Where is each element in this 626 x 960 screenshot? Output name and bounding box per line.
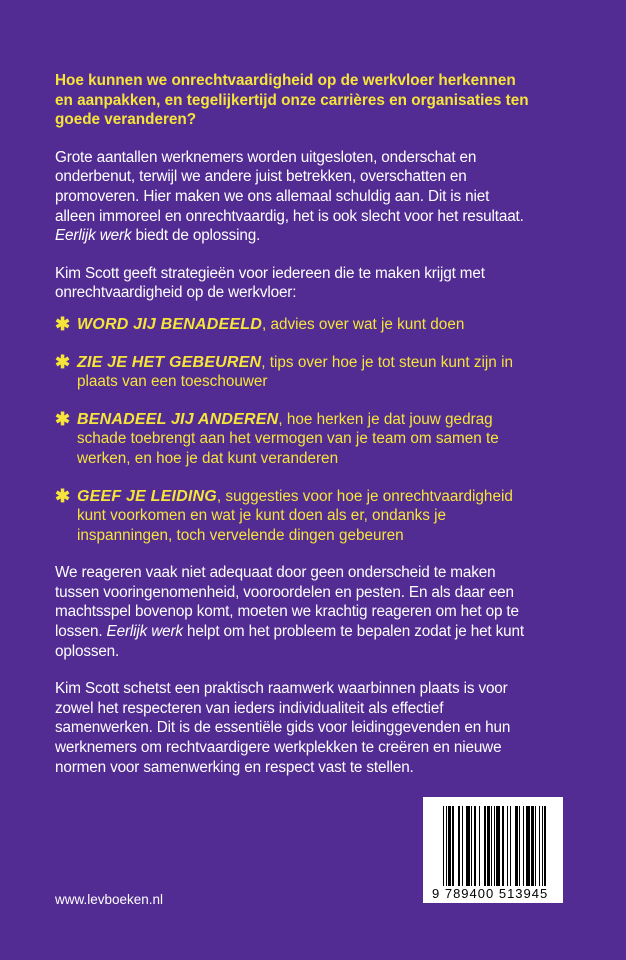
bullet-text: , tips over hoe je tot steun kunt zijn in plaats van een toeschouwer bbox=[77, 353, 513, 391]
bullet-keyword: ZIE JE HET GEBEUREN bbox=[77, 353, 262, 371]
book-title: Eerlijk werk bbox=[106, 623, 183, 641]
asterisk-icon: ✱ bbox=[55, 408, 71, 429]
reaction-text: We reageren vaak niet adequaat door geen onderscheid te maken tussen vooringenomenheid, vooroordelen en pesten. En als daar een machtsspel bovenop komt, moeten we krachtig reageren om het op te lossen. bbox=[55, 564, 519, 641]
bullet-text: , suggesties voor hoe je onrechtvaardigheid kunt voorkomen en wat je kunt doen als er, ondanks je inspanningen, toch vervelende dingen gebeuren bbox=[77, 487, 513, 544]
lead-question: Hoe kunnen we onrechtvaardigheid op de werkvloer herkennen en aanpakken, en tegelijkertijd onze carrières en organisaties ten goede veranderen? bbox=[55, 72, 529, 129]
reaction-paragraph bbox=[55, 563, 531, 661]
framework-paragraph: Kim Scott schetst een praktisch raamwerk waarbinnen plaats is voor zowel het respecteren van ieders individualiteit als effectief samenwerken. Dit is de essentiële gids voor leidinggevenden en hun werknemers om rechtvaardigere werkplekken te creëren en nieuwe normen voor samenwerking en respect vast te stellen. bbox=[55, 680, 511, 776]
isbn-number: 9 789400 513945 bbox=[432, 886, 549, 901]
bullet-keyword: GEEF JE LEIDING bbox=[77, 487, 217, 505]
asterisk-icon: ✱ bbox=[55, 351, 71, 372]
asterisk-icon: ✱ bbox=[55, 485, 71, 506]
bullet-item bbox=[55, 487, 531, 546]
asterisk-icon: ✱ bbox=[55, 313, 71, 334]
barcode-bars bbox=[443, 806, 547, 886]
bullet-item bbox=[55, 410, 531, 469]
publisher-website: www.levboeken.nl bbox=[55, 892, 164, 907]
bullet-text: , advies over wat je kunt doen bbox=[261, 315, 465, 333]
bullet-text: , hoe herken je dat jouw gedrag schade toebrengt aan het vermogen van je team om samen te werken, en hoe je dat kunt veranderen bbox=[77, 410, 499, 467]
back-cover-text bbox=[55, 71, 531, 795]
reaction-text-end: helpt om het probleem te bepalen zodat je het kunt oplossen. bbox=[55, 623, 524, 660]
intro-paragraph bbox=[55, 148, 531, 246]
bullet-keyword: BENADEEL JIJ ANDEREN bbox=[77, 410, 279, 428]
book-title: Eerlijk werk bbox=[55, 227, 132, 245]
intro-text: Grote aantallen werknemers worden uitgesloten, onderschat en onderbenut, terwijl we andere juist betrekken, overschatten en promoveren. Hier maken we ons allemaal schuldig aan. Dit is niet alleen immoreel en onrechtvaardig, het is ook slecht voor het resultaat. bbox=[55, 148, 524, 225]
bullet-item bbox=[55, 353, 531, 392]
bullet-item bbox=[55, 315, 531, 335]
bullet-keyword: WORD JIJ BENADEELD bbox=[77, 315, 262, 333]
strategies-intro: Kim Scott geeft strategieën voor iedereen die te maken krijgt met onrechtvaardigheid op de werkvloer: bbox=[55, 264, 485, 302]
intro-text-end: biedt de oplossing. bbox=[131, 227, 261, 245]
isbn-barcode bbox=[423, 797, 563, 903]
barcode-bar bbox=[546, 806, 547, 886]
